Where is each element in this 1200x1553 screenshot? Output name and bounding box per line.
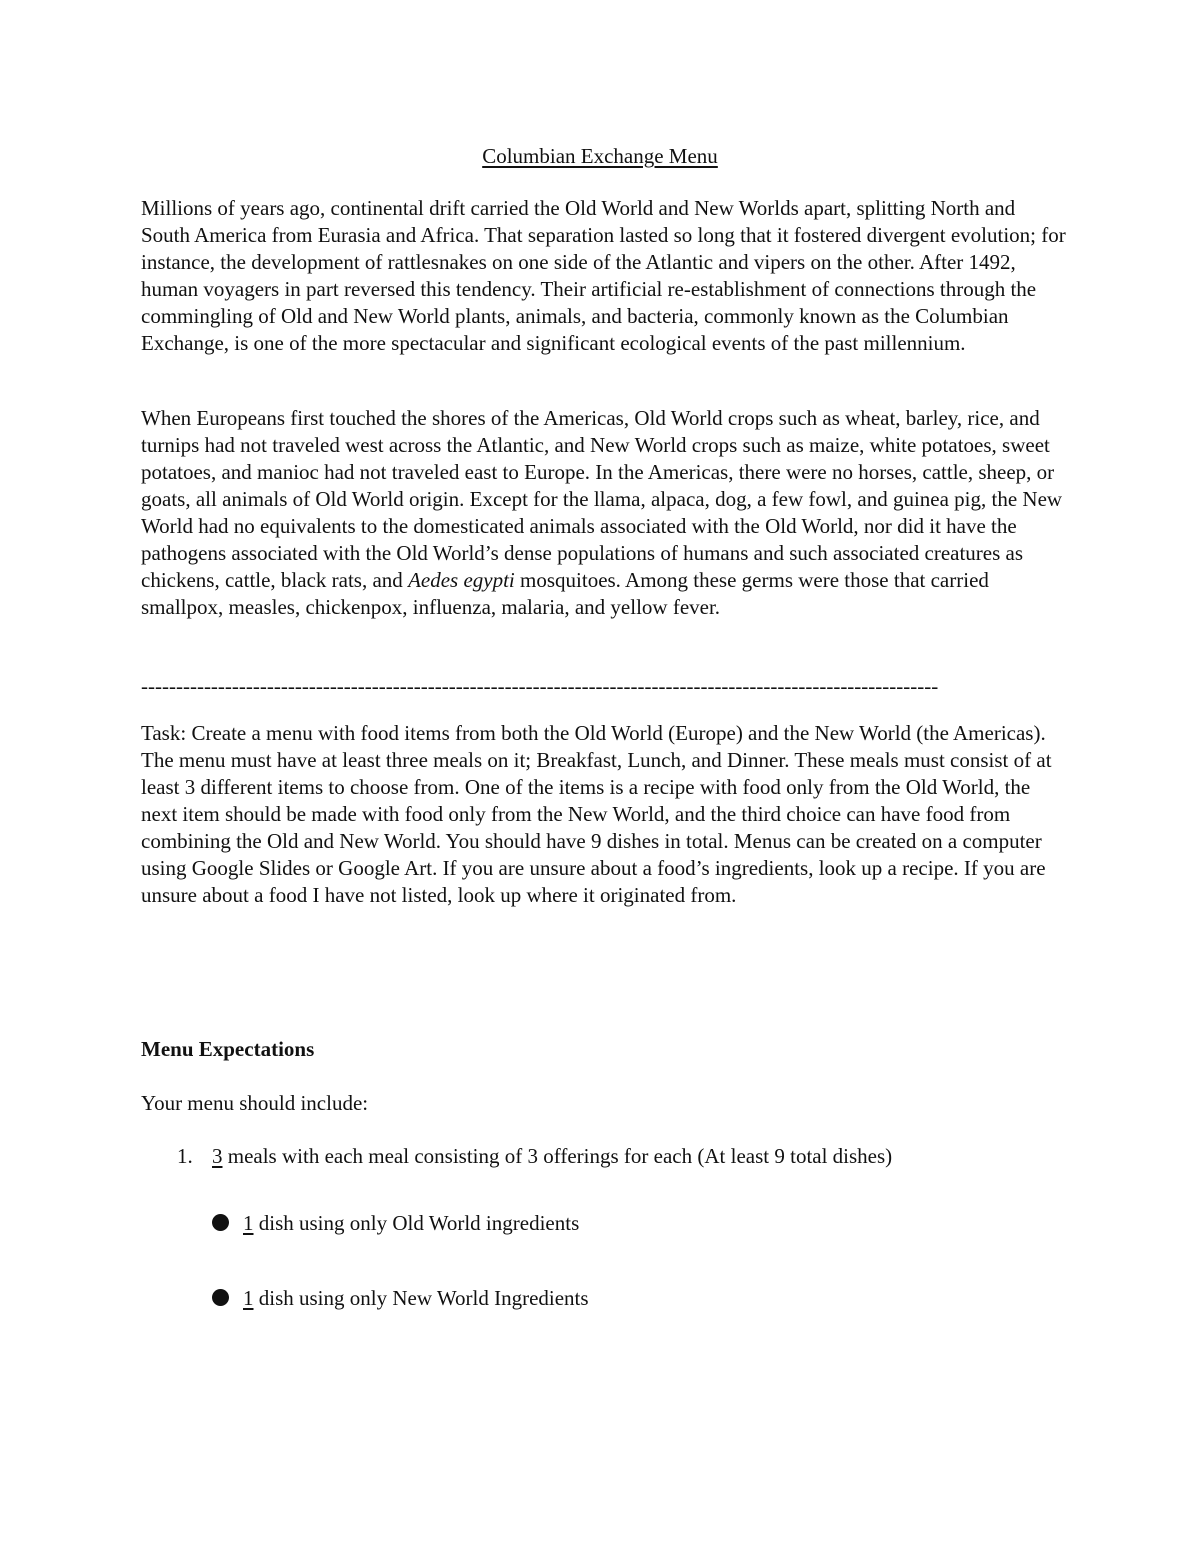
bullet-item-old-world xyxy=(212,1209,579,1237)
section-divider: ------------------------------------------------------------------------------------------------------------------ xyxy=(141,674,939,698)
bullet-text: dish using only Old World ingredients xyxy=(253,1211,580,1235)
expectations-heading: Menu Expectations xyxy=(141,1037,315,1061)
species-name: Aedes egypti xyxy=(408,568,515,592)
expectations-intro: Your menu should include: xyxy=(141,1091,369,1115)
background-paragraph-text-end: mosquitoes. Among these germs were those that carried smallpox, measles, chickenpox, influenza, malaria, and yellow fever. xyxy=(141,568,989,619)
background-paragraph xyxy=(141,405,1066,621)
list-number-marker: 1. xyxy=(177,1144,193,1168)
bullet-text: dish using only New World Ingredients xyxy=(253,1286,589,1310)
task-paragraph: Task: Create a menu with food items from both the Old World (Europe) and the New World (the Americas). The menu must have at least three meals on it; Breakfast, Lunch, and Dinner. These meals must consist of at least 3 different items to choose from. One of the items is a recipe with food only from the Old World, the next item should be made with food only from the New World, and the third choice can have food from combining the Old and New World. You should have 9 dishes in total. Menus can be created on a computer using Google Slides or Google Art. If you are unsure about a food’s ingredients, look up a recipe. If you are unsure about a food I have not listed, look up where it originated from. xyxy=(141,721,1052,907)
meal-count: 3 xyxy=(212,1144,223,1168)
numbered-list-item xyxy=(177,1142,892,1170)
dish-count: 1 xyxy=(243,1211,254,1235)
bullet-icon xyxy=(212,1214,229,1231)
document-title: Columbian Exchange Menu xyxy=(482,144,718,168)
bullet-icon xyxy=(212,1289,229,1306)
bullet-item-new-world xyxy=(212,1284,589,1312)
list-item-text: meals with each meal consisting of 3 offerings for each (At least 9 total dishes) xyxy=(222,1144,893,1168)
dish-count: 1 xyxy=(243,1286,254,1310)
background-paragraph-text: When Europeans first touched the shores of the Americas, Old World crops such as wheat, barley, rice, and turnips had not traveled west across the Atlantic, and New World crops such as maize, white potatoes, sweet potatoes, and manioc had not traveled east to Europe. In the Americas, there were no horses, cattle, sheep, or goats, all animals of Old World origin. Except for the llama, alpaca, dog, a few fowl, and guinea pig, the New World had no equivalents to the domesticated animals associated with the Old World, nor did it have the pathogens associated with the Old World’s dense populations of humans and such associated creatures as chickens, cattle, black rats, and xyxy=(141,406,1063,592)
intro-paragraph: Millions of years ago, continental drift carried the Old World and New Worlds apart, splitting North and South America from Eurasia and Africa. That separation lasted so long that it fostered divergent evolution; for instance, the development of rattlesnakes on one side of the Atlantic and vipers on the other. After 1492, human voyagers in part reversed this tendency. Their artificial re-establishment of connections through the commingling of Old and New World plants, animals, and bacteria, commonly known as the Columbian Exchange, is one of the more spectacular and significant ecological events of the past millennium. xyxy=(141,196,1066,355)
